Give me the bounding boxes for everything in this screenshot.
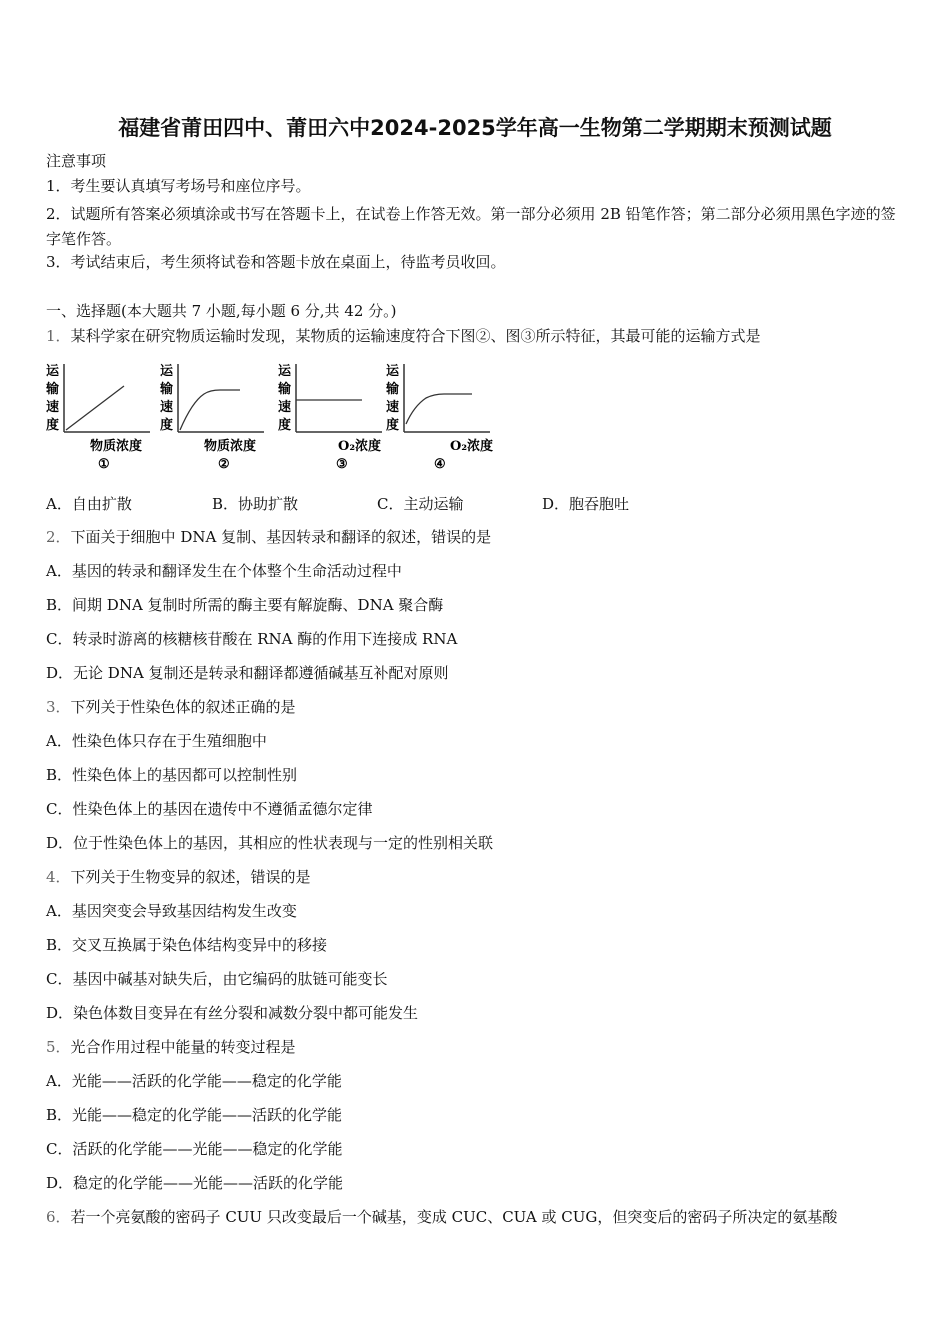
q5-number: 5． [46, 1038, 71, 1056]
q2-option-c: C．转录时游离的核糖核苷酸在 RNA 酶的作用下连接成 RNA [46, 630, 458, 648]
q6-number: 6． [46, 1208, 71, 1226]
graph-1-ylabel-4: 度 [46, 418, 60, 433]
graph-3-ylabel-1: 运 [278, 364, 292, 379]
graph-4-mark: ④ [434, 457, 446, 472]
q5-option-c: C．活跃的化学能——光能——稳定的化学能 [46, 1140, 343, 1158]
graph-4-ylabel-1: 运 [386, 364, 400, 379]
q1-stem [46, 326, 906, 346]
notice-item-2: 2．试题所有答案必须填涂或书写在答题卡上，在试卷上作答无效。第一部分必须用 2B 铅笔作答；第二部分必须用黑色字迹的签字笔作答。 [46, 205, 896, 248]
q2-option-d: D．无论 DNA 复制还是转录和翻译都遵循碱基互补配对原则 [46, 664, 449, 682]
graph-1-xlabel: 物质浓度 [90, 439, 143, 454]
q5-option-a: A．光能——活跃的化学能——稳定的化学能 [46, 1072, 342, 1090]
q4-stem [46, 867, 906, 887]
graph-1-ylabel-3: 速 [46, 400, 60, 415]
graph-4-xlabel: O₂浓度 [450, 439, 494, 454]
q4-option-b: B．交叉互换属于染色体结构变异中的移接 [46, 936, 328, 954]
graph-3 [276, 362, 394, 476]
q1-option-c: C．主动运输 [377, 495, 464, 513]
graph-3-ylabel-4: 度 [278, 418, 292, 433]
q2-option-b: B．间期 DNA 复制时所需的酶主要有解旋酶、DNA 聚合酶 [46, 596, 444, 614]
page-title: 福建省莆田四中、莆田六中2024-2025学年高一生物第二学期期末预测试题 [118, 116, 832, 140]
q2-text: 下面关于细胞中 DNA 复制、基因转录和翻译的叙述，错误的是 [70, 528, 492, 546]
graph-4-ylabel-3: 速 [386, 400, 400, 415]
q5-option-d: D．稳定的化学能——光能——活跃的化学能 [46, 1174, 344, 1192]
graph-3-ylabel-3: 速 [278, 400, 292, 415]
graph-2-ylabel-4: 度 [160, 418, 174, 433]
graph-3-xlabel: O₂浓度 [338, 439, 382, 454]
graph-1-curve [66, 386, 124, 430]
q2-stem [46, 527, 906, 547]
q1-option-d: D．胞吞胞吐 [542, 495, 630, 513]
q4-option-c: C．基因中碱基对缺失后，由它编码的肽链可能变长 [46, 970, 388, 988]
graph-1-ylabel-2: 输 [46, 382, 60, 397]
graph-4-ylabel-2: 输 [386, 382, 400, 397]
graph-4-ylabel-4: 度 [386, 418, 400, 433]
q4-text: 下列关于生物变异的叙述，错误的是 [70, 868, 311, 886]
graph-2 [158, 362, 276, 476]
q4-number: 4． [46, 868, 71, 886]
graph-4 [384, 362, 506, 476]
notice-heading: 注意事项 [46, 152, 107, 170]
q1-option-b: B．协助扩散 [212, 495, 299, 513]
graph-2-ylabel-1: 运 [160, 364, 174, 379]
q4-option-d: D．染色体数目变异在有丝分裂和减数分裂中都可能发生 [46, 1004, 419, 1022]
q3-option-c: C．性染色体上的基因在遗传中不遵循孟德尔定律 [46, 800, 373, 818]
q3-text: 下列关于性染色体的叙述正确的是 [70, 698, 296, 716]
graph-1 [44, 362, 162, 476]
q5-text: 光合作用过程中能量的转变过程是 [70, 1038, 296, 1056]
notice-item-3: 3．考试结束后，考生须将试卷和答题卡放在桌面上，待监考员收回。 [46, 253, 506, 271]
graph-1-mark: ① [98, 457, 110, 472]
q6-stem [46, 1207, 906, 1227]
graph-2-mark: ② [218, 457, 230, 472]
notice-item-1: 1．考生要认真填写考场号和座位序号。 [46, 177, 311, 195]
q3-option-a: A．性染色体只存在于生殖细胞中 [46, 732, 267, 750]
q3-option-d: D．位于性染色体上的基因，其相应的性状表现与一定的性别相关联 [46, 834, 494, 852]
q4-option-a: A．基因突变会导致基因结构发生改变 [46, 902, 297, 920]
graph-2-xlabel: 物质浓度 [204, 439, 257, 454]
section-heading: 一、选择题(本大题共 7 小题,每小题 6 分,共 42 分。) [46, 302, 397, 320]
graph-2-ylabel-2: 输 [160, 382, 174, 397]
q5-option-b: B．光能——稳定的化学能——活跃的化学能 [46, 1106, 343, 1124]
q1-number: 1． [46, 327, 71, 345]
q2-option-a: A．基因的转录和翻译发生在个体整个生命活动过程中 [46, 562, 402, 580]
q3-option-b: B．性染色体上的基因都可以控制性别 [46, 766, 298, 784]
graph-2-curve [180, 390, 240, 430]
q1-text: 某科学家在研究物质运输时发现，某物质的运输速度符合下图②、图③所示特征，其最可能的运输方式是 [70, 327, 761, 345]
q3-number: 3． [46, 698, 71, 716]
graph-1-ylabel-1: 运 [46, 364, 60, 379]
q5-stem [46, 1037, 906, 1057]
q6-text: 若一个亮氨酸的密码子 CUU 只改变最后一个碱基，变成 CUC、CUA 或 CUG，但突变后的密码子所决定的氨基酸 [70, 1208, 838, 1226]
graph-4-curve [406, 394, 472, 424]
graph-3-mark: ③ [336, 457, 348, 472]
q1-option-a: A．自由扩散 [46, 495, 132, 513]
q3-stem [46, 697, 906, 717]
q2-number: 2． [46, 528, 71, 546]
graph-3-ylabel-2: 输 [278, 382, 292, 397]
graph-2-ylabel-3: 速 [160, 400, 174, 415]
